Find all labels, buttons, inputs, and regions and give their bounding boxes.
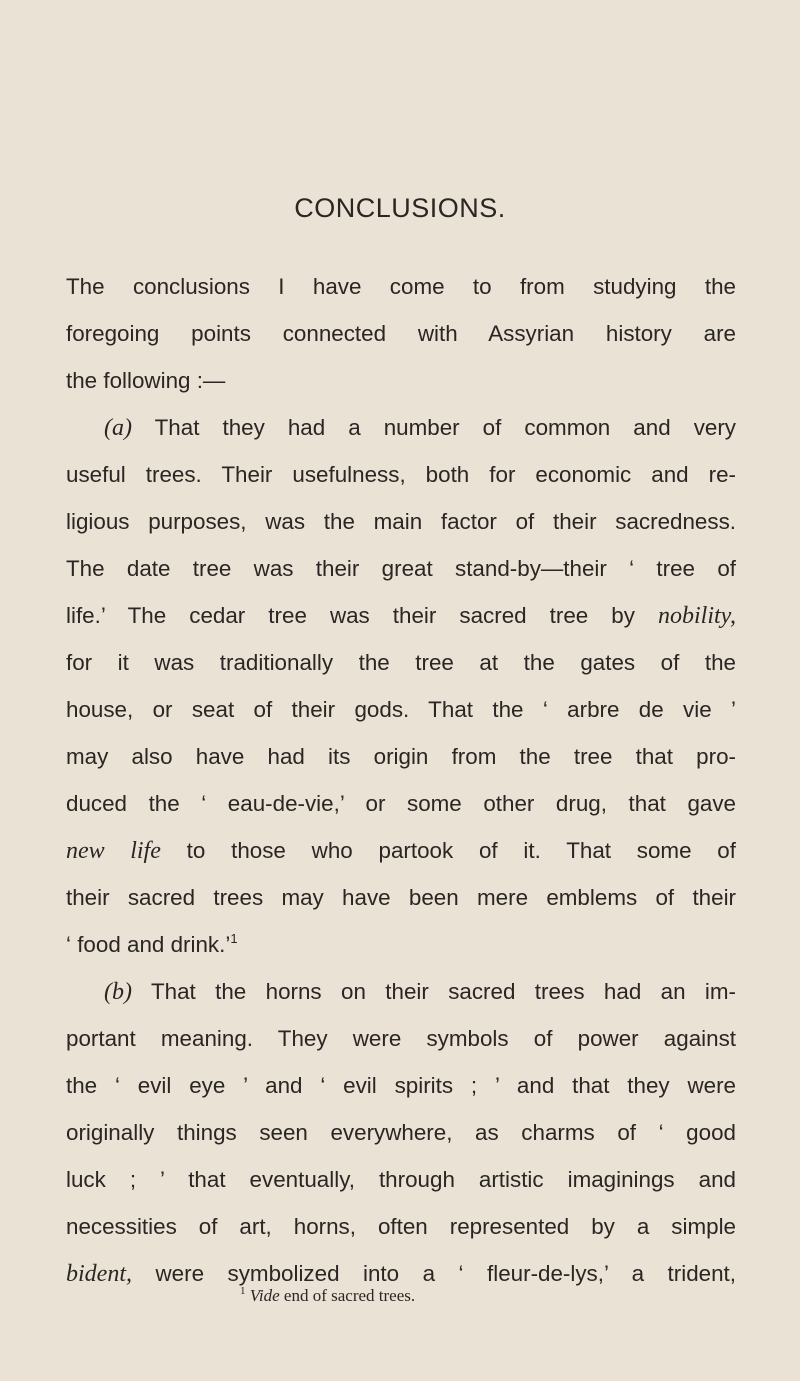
item-marker-a: (a) bbox=[104, 415, 132, 441]
italic-bident: bident, bbox=[66, 1261, 132, 1287]
italic-new-life: new life bbox=[66, 838, 161, 864]
text-line-4 bbox=[104, 408, 736, 448]
text-line-19: originally things seen everywhere, as charms of ‘ good bbox=[66, 1120, 736, 1145]
footnote bbox=[240, 1284, 640, 1308]
footnote-text: end of sacred trees. bbox=[283, 1286, 416, 1305]
text-line-5: useful trees. Their usefulness, both for economic and re- bbox=[66, 462, 736, 487]
chapter-heading: CONCLUSIONS. bbox=[294, 193, 506, 223]
text-line-10: house, or seat of their gods. That the ‘ arbre de vie ’ bbox=[66, 697, 736, 722]
text-line-3: the following :— bbox=[66, 368, 226, 393]
text-line-16-body: That the horns on their sacred trees had an im- bbox=[150, 979, 736, 1004]
text-line-16 bbox=[104, 972, 736, 1012]
text-line-15-body: ‘ food and drink.’ bbox=[66, 932, 231, 957]
text-line-4-body: That they had a number of common and very bbox=[154, 415, 736, 440]
text-line-6: ligious purposes, was the main factor of their sacredness. bbox=[66, 509, 736, 534]
italic-nobility: nobility, bbox=[657, 603, 736, 629]
text-line-13 bbox=[66, 831, 736, 871]
text-line-20: luck ; ’ that eventually, through artistic imaginings and bbox=[66, 1167, 736, 1192]
text-line-22-body: were symbolized into a ‘ fleur-de-lys,’ a trident, bbox=[155, 1261, 736, 1286]
text-line-8 bbox=[66, 596, 736, 636]
text-line-15 bbox=[66, 925, 736, 965]
footnote-reference: 1 bbox=[230, 931, 238, 946]
text-line-17: portant meaning. They were symbols of power against bbox=[66, 1026, 736, 1051]
footnote-italic: Vide bbox=[249, 1286, 280, 1305]
text-line-7: The date tree was their great stand-by—their ‘ tree of bbox=[66, 556, 736, 581]
item-marker-b: (b) bbox=[104, 979, 132, 1005]
text-line-9: for it was traditionally the tree at the gates of the bbox=[66, 650, 736, 675]
text-line-2: foregoing points connected with Assyrian history are bbox=[66, 321, 736, 346]
text-line-8-body: life.’ The cedar tree was their sacred tree by bbox=[66, 603, 635, 628]
text-line-18: the ‘ evil eye ’ and ‘ evil spirits ; ’ and that they were bbox=[66, 1073, 736, 1098]
text-line-14: their sacred trees may have been mere emblems of their bbox=[66, 885, 736, 910]
text-line-12: duced the ‘ eau-de-vie,’ or some other drug, that gave bbox=[66, 791, 736, 816]
footnote-marker: 1 bbox=[240, 1285, 246, 1297]
text-line-21: necessities of art, horns, often represented by a simple bbox=[66, 1214, 736, 1239]
text-line-11: may also have had its origin from the tree that pro- bbox=[66, 744, 736, 769]
text-line-1: The conclusions I have come to from studying the bbox=[66, 274, 736, 299]
text-line-13-body: to those who partook of it. That some of bbox=[186, 838, 736, 863]
